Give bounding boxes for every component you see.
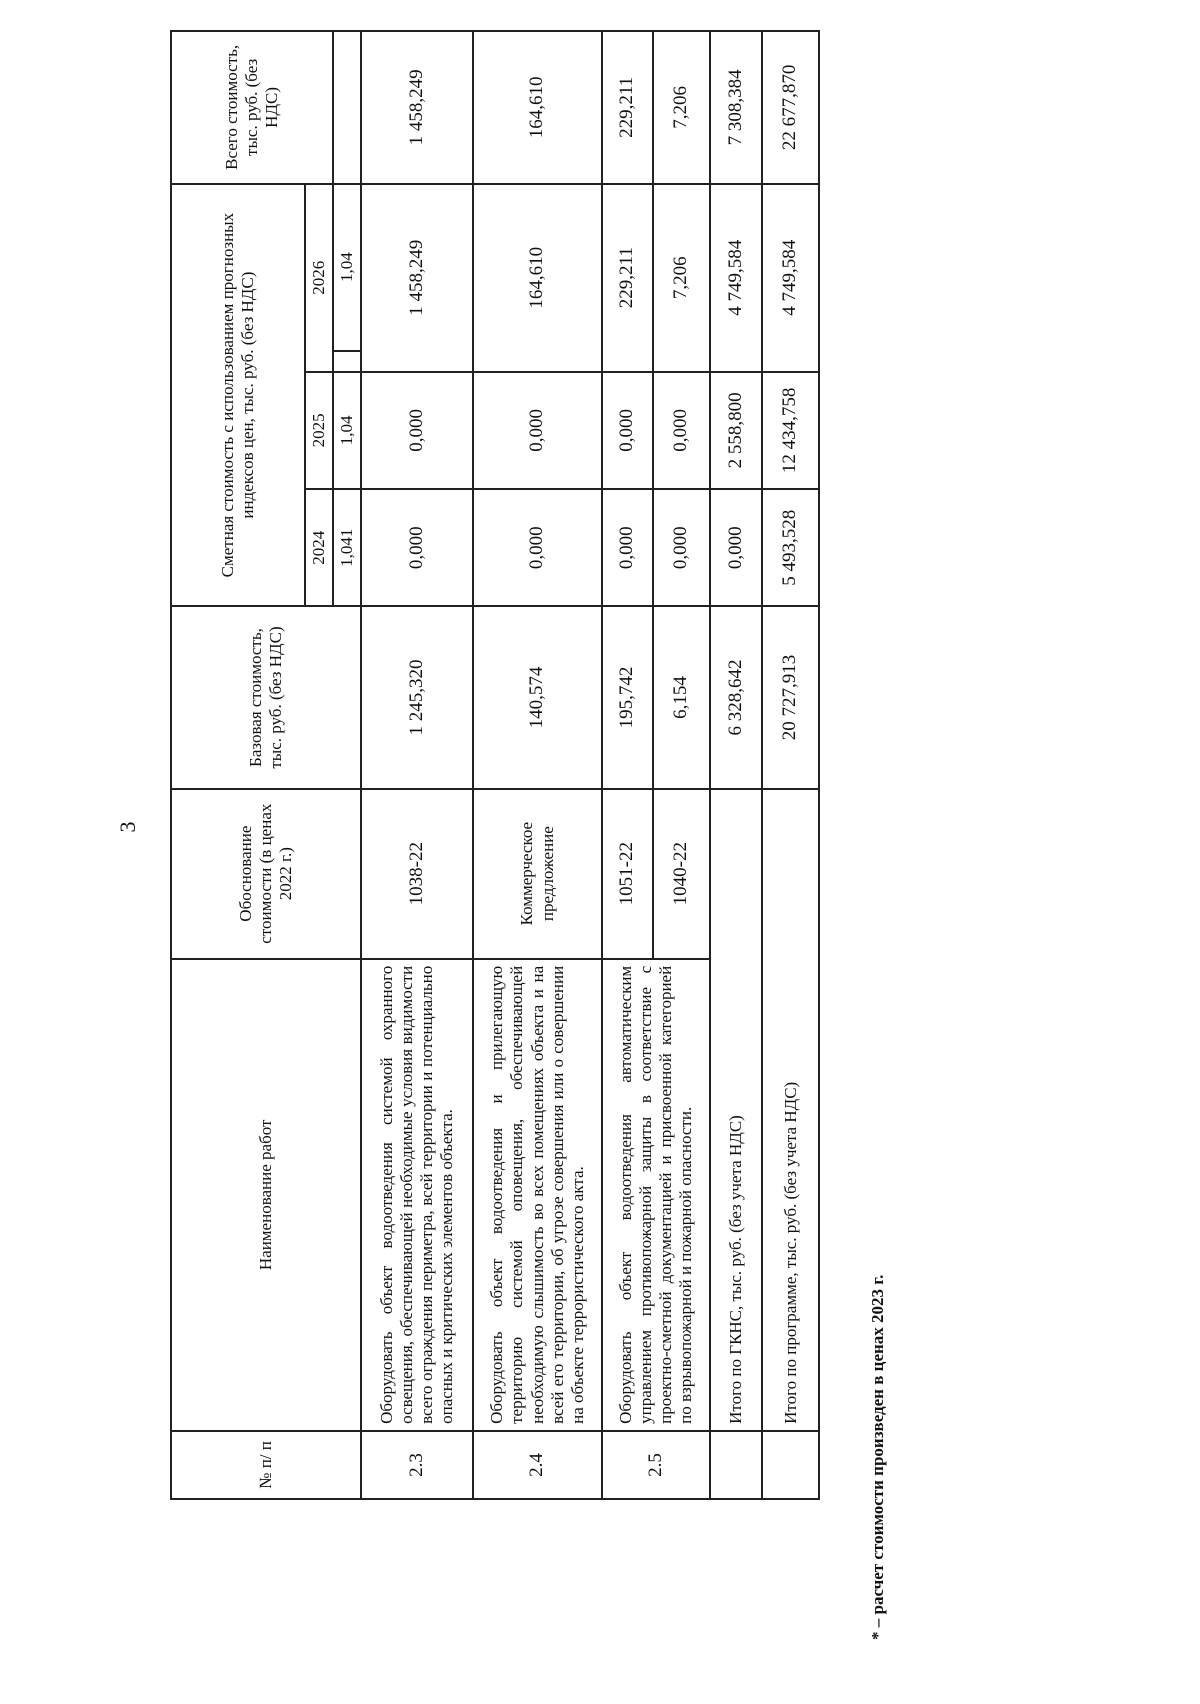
row-basis: 1038-22 bbox=[361, 789, 472, 959]
row-total-a: 229,211 bbox=[602, 31, 653, 184]
footnote: * – расчет стоимости произведен в ценах 2023 г. bbox=[868, 1274, 887, 1640]
row-2024-b: 0,000 bbox=[653, 489, 710, 606]
row-no: 2.3 bbox=[361, 1431, 472, 1499]
row-2026: 1 458,249 bbox=[361, 184, 472, 372]
header-basis: Обоснование стоимости (в ценах 2022 г.) bbox=[171, 789, 361, 959]
row-name: Оборудовать объект водоотведения системой охранного освещения, обеспечивающей необходимые условия видимости всего ограждения периметра, всей территории и потенциально опасных и критических элементов объекта. bbox=[361, 959, 472, 1431]
header-index-2025: 1,04 bbox=[333, 372, 361, 489]
cost-table bbox=[170, 30, 820, 1500]
row-total-b: 7,206 bbox=[653, 31, 710, 184]
row-2025-b: 0,000 bbox=[653, 372, 710, 489]
header-year-2026: 2026 bbox=[305, 184, 333, 372]
row-base: 140,574 bbox=[473, 607, 603, 789]
header-estimated: Сметная стоимость с использованием прогнозных индексов цен, тыс. руб. (без НДС) bbox=[171, 184, 305, 607]
header-index-2026: 1,04 bbox=[333, 184, 361, 351]
row-2026-a: 229,211 bbox=[602, 184, 653, 372]
subtotal-row bbox=[710, 31, 763, 1499]
row-basis-a: 1051-22 bbox=[602, 789, 653, 959]
table-row bbox=[473, 31, 603, 1499]
header-index-2024: 1,041 bbox=[333, 489, 361, 606]
header-year-2025: 2025 bbox=[305, 372, 333, 489]
row-name: Оборудовать объект водоотведения и прилегающую территорию системой оповещения, обеспечивающей необходимую слышимость во всех помещениях объекта и на всей его территории, об угрозе совершения или о совершении на объекте террористического акта. bbox=[473, 959, 603, 1431]
row-2025-a: 0,000 bbox=[602, 372, 653, 489]
header-total: Всего стоимость, тыс. руб. (без НДС) bbox=[171, 31, 333, 184]
header-index-spacer bbox=[333, 351, 361, 372]
header-base-cost: Базовая стоимость, тыс. руб. (без НДС) bbox=[171, 607, 361, 789]
grand-total-total: 22 677,870 bbox=[762, 31, 819, 184]
row-no: 2.4 bbox=[473, 1431, 603, 1499]
subtotal-label: Итого по ГКНС, тыс. руб. (без учета НДС) bbox=[710, 789, 763, 1431]
row-base-b: 6,154 bbox=[653, 607, 710, 789]
row-2024-a: 0,000 bbox=[602, 489, 653, 606]
row-basis: Коммерческое предложение bbox=[473, 789, 603, 959]
subtotal-2024: 0,000 bbox=[710, 489, 763, 606]
row-base: 1 245,320 bbox=[361, 607, 472, 789]
subtotal-2026: 4 749,584 bbox=[710, 184, 763, 372]
table-row bbox=[602, 31, 653, 1499]
row-2025: 0,000 bbox=[361, 372, 472, 489]
row-2025: 0,000 bbox=[473, 372, 603, 489]
subtotal-total: 7 308,384 bbox=[710, 31, 763, 184]
header-name: Наименование работ bbox=[171, 959, 361, 1431]
row-2026: 164,610 bbox=[473, 184, 603, 372]
table-row bbox=[361, 31, 472, 1499]
row-2024: 0,000 bbox=[361, 489, 472, 606]
row-no: 2.5 bbox=[602, 1431, 709, 1499]
row-base-a: 195,742 bbox=[602, 607, 653, 789]
grand-total-blank bbox=[762, 1431, 819, 1499]
cost-table-rotated bbox=[170, 30, 820, 1500]
row-total: 1 458,249 bbox=[361, 31, 472, 184]
subtotal-base: 6 328,642 bbox=[710, 607, 763, 789]
row-basis-b: 1040-22 bbox=[653, 789, 710, 959]
grand-total-row bbox=[762, 31, 819, 1499]
subtotal-blank bbox=[710, 1431, 763, 1499]
header-year-2024: 2024 bbox=[305, 489, 333, 606]
header-no: № п/ п bbox=[171, 1431, 361, 1499]
grand-total-2025: 12 434,758 bbox=[762, 372, 819, 489]
header-total-blank bbox=[333, 31, 361, 184]
header-row bbox=[171, 31, 305, 1499]
subtotal-2025: 2 558,800 bbox=[710, 372, 763, 489]
grand-total-2024: 5 493,528 bbox=[762, 489, 819, 606]
row-2024: 0,000 bbox=[473, 489, 603, 606]
page-number: 3 bbox=[115, 821, 140, 833]
row-total: 164,610 bbox=[473, 31, 603, 184]
footnote-wrap bbox=[868, 1274, 887, 1641]
grand-total-base: 20 727,913 bbox=[762, 607, 819, 789]
grand-total-2026: 4 749,584 bbox=[762, 184, 819, 372]
row-name: Оборудовать объект водоотведения автоматическим управлением противопожарной защиты в соответствие с проектно-сметной документацией и присвоенной категорией по взрывопожарной и пожарной опасности. bbox=[602, 959, 709, 1431]
row-2026-b: 7,206 bbox=[653, 184, 710, 372]
grand-total-label: Итого по программе, тыс. руб. (без учета НДС) bbox=[762, 789, 819, 1431]
